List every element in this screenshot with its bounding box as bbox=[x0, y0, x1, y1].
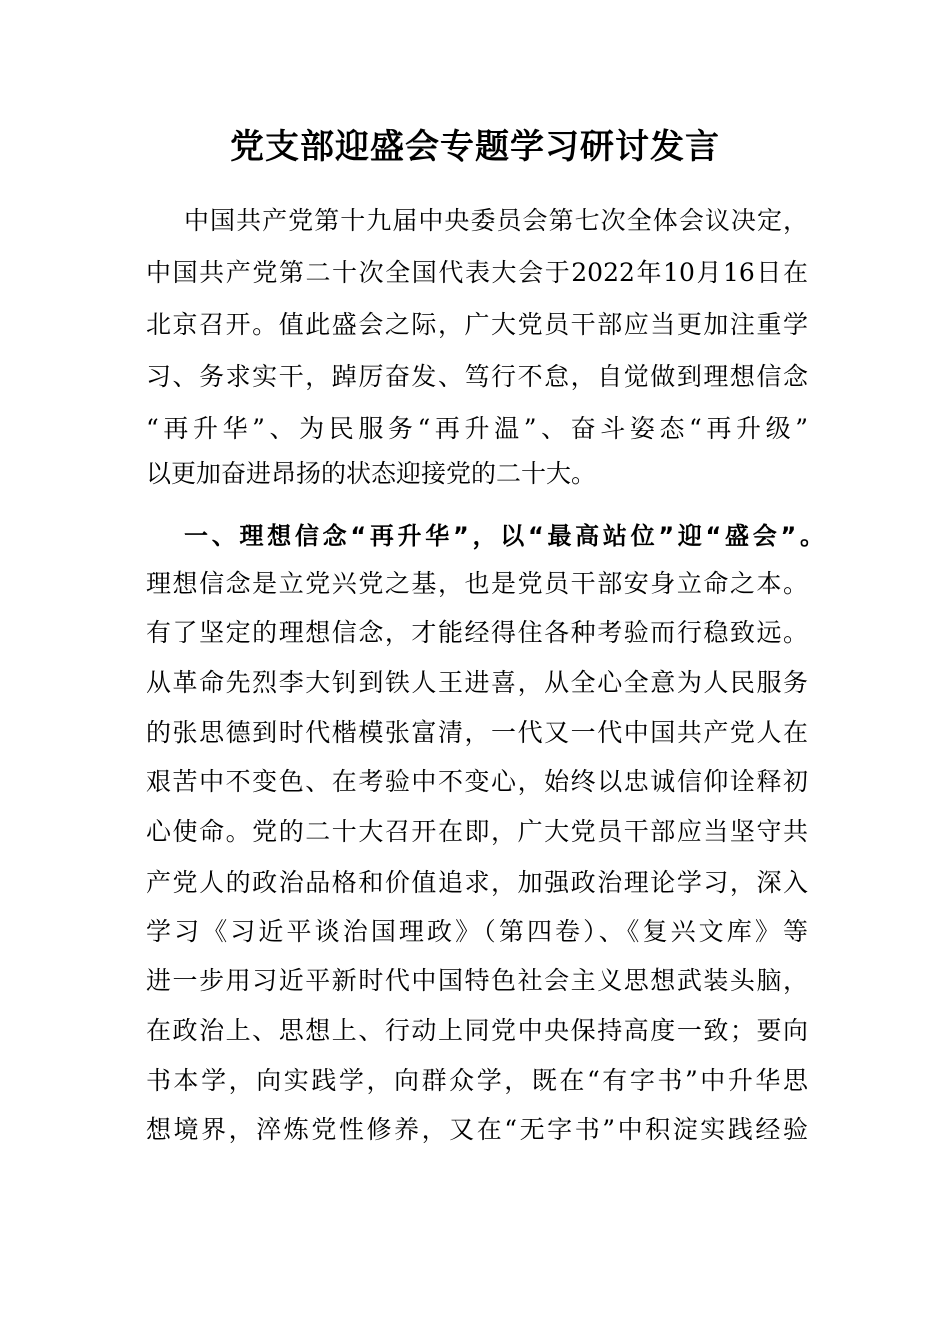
intro-line: 习、务求实干，踔厉奋发、笃行不怠，自觉做到理想信念 bbox=[146, 362, 808, 391]
intro-line: 以更加奋进昂扬的状态迎接党的二十大。 bbox=[146, 459, 597, 488]
body-line: 进一步用习近平新时代中国特色社会主义思想武装头脑， bbox=[146, 966, 808, 995]
body-line: 的张思德到时代楷模张富清，一代又一代中国共产党人在 bbox=[146, 718, 808, 747]
body-line: 想境界，淬炼党性修养，又在“无字书”中积淀实践经验 bbox=[146, 1115, 808, 1144]
intro-line: 中国共产党第二十次全国代表大会于2022年10月16日在 bbox=[146, 258, 808, 287]
intro-line: 中国共产党第十九届中央委员会第七次全体会议决定， bbox=[184, 206, 808, 235]
intro-line: “再升华”、为民服务“再升温”、奋斗姿态“再升级” bbox=[146, 414, 808, 443]
body-line: 艰苦中不变色、在考验中不变心，始终以忠诚信仰诠释初 bbox=[146, 767, 808, 796]
body-line: 有了坚定的理想信念，才能经得住各种考验而行稳致远。 bbox=[146, 618, 808, 647]
body-line: 书本学，向实践学，向群众学，既在“有字书”中升华思 bbox=[146, 1066, 808, 1095]
body-line: 从革命先烈李大钊到铁人王进喜，从全心全意为人民服务 bbox=[146, 668, 808, 697]
document-title: 党支部迎盛会专题学习研讨发言 bbox=[230, 127, 720, 167]
section-heading: 一、理想信念“再升华”，以“最高站位”迎“盛会”。 bbox=[184, 522, 824, 550]
body-line: 理想信念是立党兴党之基，也是党员干部安身立命之本。 bbox=[146, 569, 808, 598]
body-line: 心使命。党的二十大召开在即，广大党员干部应当坚守共 bbox=[146, 817, 808, 846]
intro-line: 北京召开。值此盛会之际，广大党员干部应当更加注重学 bbox=[146, 310, 808, 339]
body-line: 产党人的政治品格和价值追求，加强政治理论学习，深入 bbox=[146, 868, 808, 897]
body-line: 学习《习近平谈治国理政》（第四卷）、《复兴文库》等 bbox=[146, 917, 808, 946]
body-line: 在政治上、思想上、行动上同党中央保持高度一致；要向 bbox=[146, 1016, 808, 1045]
